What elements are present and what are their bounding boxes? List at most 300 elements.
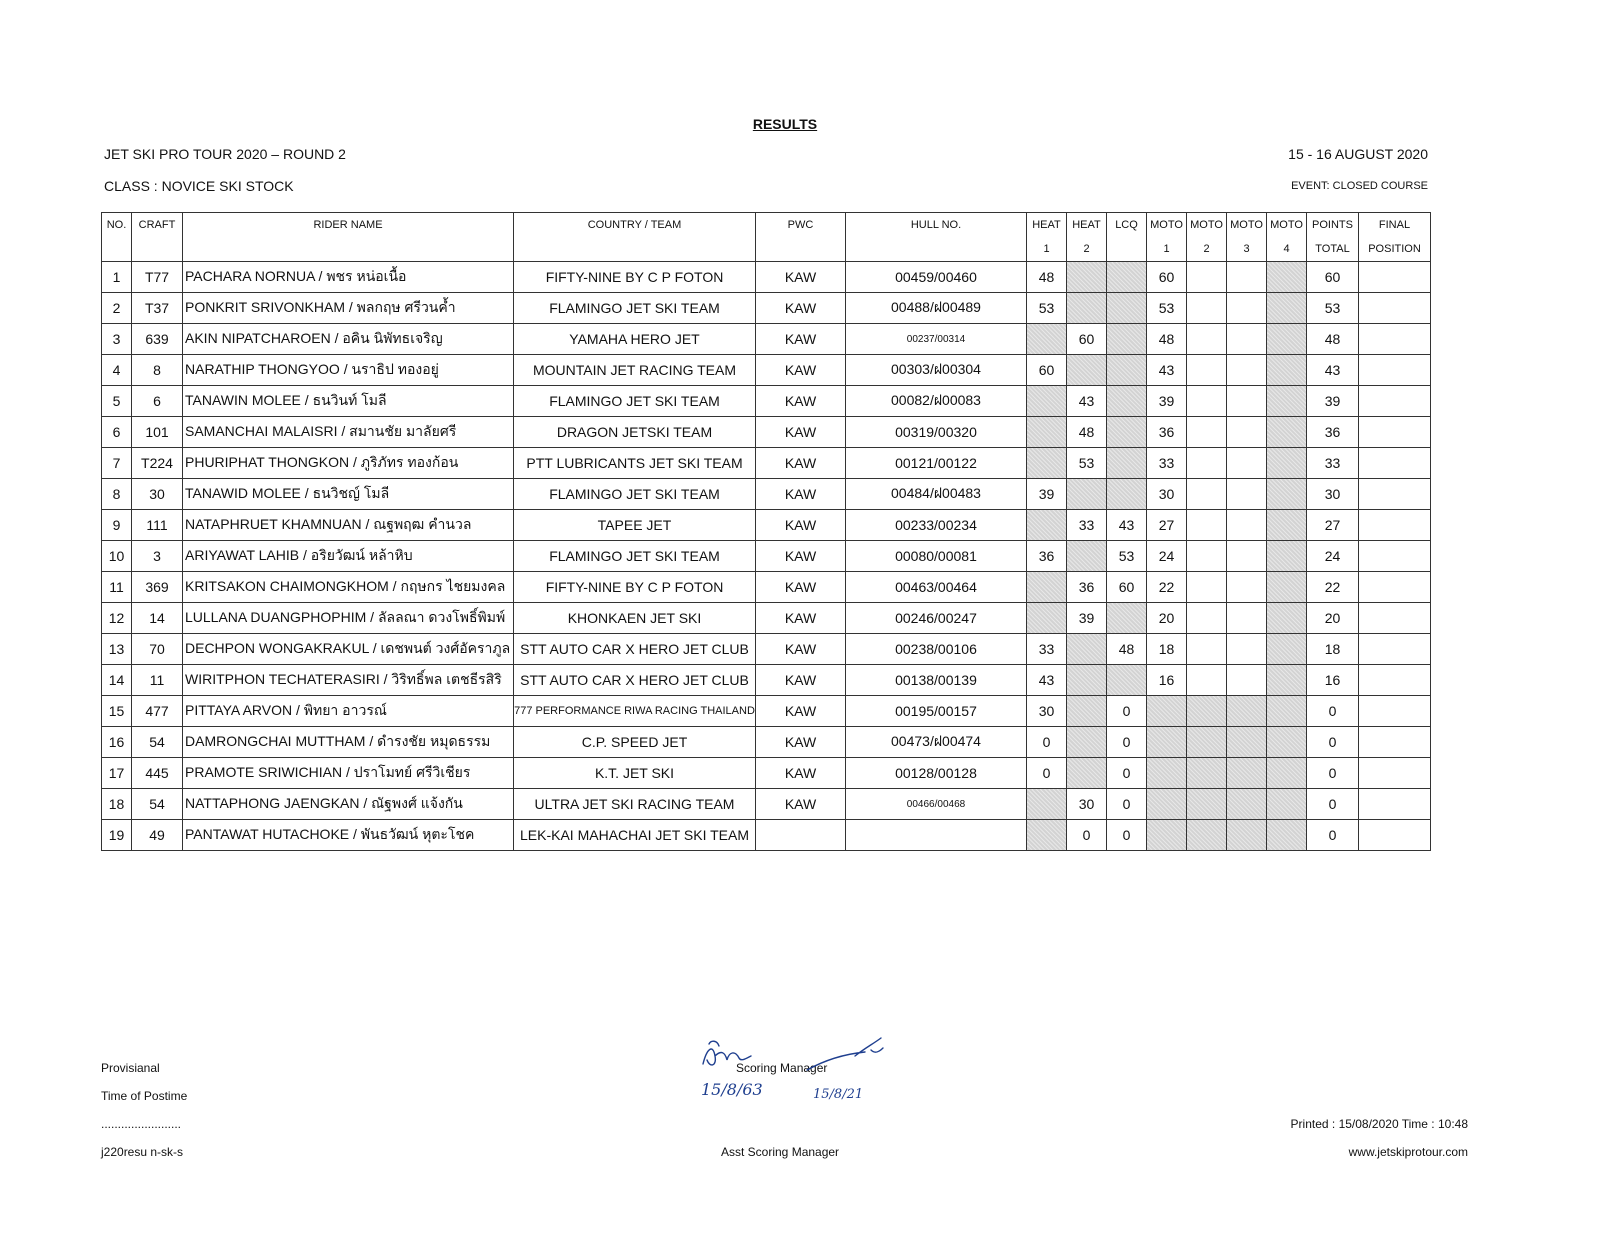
col-lcq-header: LCQ	[1107, 213, 1147, 238]
cell-craft: 445	[132, 758, 183, 789]
cell-rider: TANAWIN MOLEE / ธนวินท์ โมลี	[183, 386, 514, 417]
col-pwc-subheader	[756, 237, 846, 262]
cell-moto1: 24	[1147, 541, 1187, 572]
cell-team: FLAMINGO JET SKI TEAM	[514, 293, 756, 324]
cell-craft: T224	[132, 448, 183, 479]
cell-total: 60	[1307, 262, 1359, 293]
cell-final	[1359, 324, 1431, 355]
cell-moto3	[1227, 696, 1267, 727]
cell-final	[1359, 634, 1431, 665]
col-points-subheader: TOTAL	[1307, 237, 1359, 262]
cell-total: 33	[1307, 448, 1359, 479]
cell-craft: 54	[132, 727, 183, 758]
cell-moto1: 60	[1147, 262, 1187, 293]
col-heat2-header: HEAT	[1067, 213, 1107, 238]
cell-rider: LULLANA DUANGPHOPHIM / ลัลลณา ดวงโพธิ์พิมพ์	[183, 603, 514, 634]
results-body	[102, 262, 1431, 851]
cell-final	[1359, 696, 1431, 727]
table-row	[102, 820, 1431, 851]
cell-hull: 00195/00157	[846, 696, 1027, 727]
event-date: 15 - 16 AUGUST 2020	[1288, 146, 1428, 162]
cell-rider: PONKRIT SRIVONKHAM / พลกฤษ ศรีวนค้ำ	[183, 293, 514, 324]
cell-moto4	[1267, 789, 1307, 820]
cell-moto2	[1187, 820, 1227, 851]
table-row	[102, 603, 1431, 634]
cell-rider: WIRITPHON TECHATERASIRI / วิริทธิ์พล เตชธีรสิริ	[183, 665, 514, 696]
cell-total: 39	[1307, 386, 1359, 417]
cell-lcq	[1107, 293, 1147, 324]
cell-moto2	[1187, 479, 1227, 510]
cell-final	[1359, 479, 1431, 510]
cell-moto3	[1227, 665, 1267, 696]
table-row	[102, 634, 1431, 665]
col-heat1-subheader: 1	[1027, 237, 1067, 262]
cell-total: 53	[1307, 293, 1359, 324]
cell-team: C.P. SPEED JET	[514, 727, 756, 758]
event-type: EVENT: CLOSED COURSE	[1291, 180, 1428, 192]
cell-team: TAPEE JET	[514, 510, 756, 541]
table-row	[102, 324, 1431, 355]
cell-moto3	[1227, 448, 1267, 479]
cell-rider: PITTAYA ARVON / พิทยา อาวรณ์	[183, 696, 514, 727]
cell-moto3	[1227, 324, 1267, 355]
col-moto2-subheader: 2	[1187, 237, 1227, 262]
cell-heat1	[1027, 386, 1067, 417]
cell-craft: 3	[132, 541, 183, 572]
cell-final	[1359, 386, 1431, 417]
col-moto1-header: MOTO	[1147, 213, 1187, 238]
cell-no: 11	[102, 572, 132, 603]
cell-moto3	[1227, 293, 1267, 324]
cell-heat2: 30	[1067, 789, 1107, 820]
table-row	[102, 696, 1431, 727]
cell-pwc: KAW	[756, 510, 846, 541]
cell-final	[1359, 665, 1431, 696]
cell-heat2	[1067, 293, 1107, 324]
cell-pwc: KAW	[756, 355, 846, 386]
cell-moto4	[1267, 665, 1307, 696]
cell-team: YAMAHA HERO JET	[514, 324, 756, 355]
table-row	[102, 510, 1431, 541]
cell-total: 0	[1307, 758, 1359, 789]
cell-final	[1359, 293, 1431, 324]
cell-hull: 00463/00464	[846, 572, 1027, 603]
col-pwc-header: PWC	[756, 213, 846, 238]
class-name: CLASS : NOVICE SKI STOCK	[104, 178, 294, 194]
cell-moto1	[1147, 727, 1187, 758]
cell-hull: 00488/ฝ00489	[846, 293, 1027, 324]
cell-lcq: 43	[1107, 510, 1147, 541]
cell-no: 18	[102, 789, 132, 820]
cell-moto3	[1227, 510, 1267, 541]
cell-team: DRAGON JETSKI TEAM	[514, 417, 756, 448]
cell-moto4	[1267, 758, 1307, 789]
cell-pwc: KAW	[756, 665, 846, 696]
col-moto3-header: MOTO	[1227, 213, 1267, 238]
cell-heat1: 39	[1027, 479, 1067, 510]
cell-rider: DECHPON WONGAKRAKUL / เดชพนต์ วงศ์อัคราภูล	[183, 634, 514, 665]
cell-lcq: 48	[1107, 634, 1147, 665]
cell-moto1: 22	[1147, 572, 1187, 603]
cell-final	[1359, 417, 1431, 448]
cell-team: STT AUTO CAR X HERO JET CLUB	[514, 634, 756, 665]
cell-no: 17	[102, 758, 132, 789]
cell-heat1: 36	[1027, 541, 1067, 572]
col-moto2-header: MOTO	[1187, 213, 1227, 238]
cell-pwc: KAW	[756, 758, 846, 789]
cell-rider: TANAWID MOLEE / ธนวิชญ์ โมลี	[183, 479, 514, 510]
cell-moto2	[1187, 262, 1227, 293]
cell-moto4	[1267, 355, 1307, 386]
cell-moto4	[1267, 386, 1307, 417]
cell-moto4	[1267, 634, 1307, 665]
col-team-subheader	[514, 237, 756, 262]
cell-no: 13	[102, 634, 132, 665]
cell-moto2	[1187, 789, 1227, 820]
cell-moto1: 53	[1147, 293, 1187, 324]
page-title: RESULTS	[752, 116, 818, 132]
col-rider-header: RIDER NAME	[183, 213, 514, 238]
cell-total: 0	[1307, 820, 1359, 851]
cell-pwc: KAW	[756, 479, 846, 510]
cell-moto1	[1147, 789, 1187, 820]
col-hull-header: HULL NO.	[846, 213, 1027, 238]
cell-moto2	[1187, 634, 1227, 665]
cell-heat2: 36	[1067, 572, 1107, 603]
cell-total: 20	[1307, 603, 1359, 634]
cell-moto4	[1267, 479, 1307, 510]
cell-heat1	[1027, 572, 1067, 603]
cell-craft: 369	[132, 572, 183, 603]
cell-team: KHONKAEN JET SKI	[514, 603, 756, 634]
cell-moto1: 36	[1147, 417, 1187, 448]
cell-moto2	[1187, 665, 1227, 696]
cell-moto2	[1187, 696, 1227, 727]
col-no-header: NO.	[102, 213, 132, 238]
table-row	[102, 355, 1431, 386]
col-points-header: POINTS	[1307, 213, 1359, 238]
cell-no: 10	[102, 541, 132, 572]
col-hull-subheader	[846, 237, 1027, 262]
table-row	[102, 262, 1431, 293]
cell-moto3	[1227, 541, 1267, 572]
cell-hull: 00319/00320	[846, 417, 1027, 448]
cell-moto4	[1267, 541, 1307, 572]
cell-heat1: 0	[1027, 727, 1067, 758]
cell-team: FIFTY-NINE BY C P FOTON	[514, 572, 756, 603]
cell-moto2	[1187, 541, 1227, 572]
cell-total: 43	[1307, 355, 1359, 386]
cell-craft: 70	[132, 634, 183, 665]
cell-pwc: KAW	[756, 789, 846, 820]
cell-craft: 6	[132, 386, 183, 417]
col-no-subheader	[102, 237, 132, 262]
cell-team: MOUNTAIN JET RACING TEAM	[514, 355, 756, 386]
table-row	[102, 541, 1431, 572]
signature-date-2: 15/8/21	[813, 1087, 864, 1102]
cell-heat2: 48	[1067, 417, 1107, 448]
col-moto3-subheader: 3	[1227, 237, 1267, 262]
cell-team: FIFTY-NINE BY C P FOTON	[514, 262, 756, 293]
table-row	[102, 572, 1431, 603]
col-heat1-header: HEAT	[1027, 213, 1067, 238]
cell-lcq: 0	[1107, 727, 1147, 758]
col-moto4-header: MOTO	[1267, 213, 1307, 238]
cell-lcq: 60	[1107, 572, 1147, 603]
cell-heat2	[1067, 665, 1107, 696]
cell-rider: NATTAPHONG JAENGKAN / ณัฐพงศ์ แจ้งกัน	[183, 789, 514, 820]
cell-team: PTT LUBRICANTS JET SKI TEAM	[514, 448, 756, 479]
cell-hull: 00459/00460	[846, 262, 1027, 293]
cell-craft: 14	[132, 603, 183, 634]
cell-rider: PRAMOTE SRIWICHIAN / ปราโมทย์ ศรีวิเชียร	[183, 758, 514, 789]
cell-pwc: KAW	[756, 603, 846, 634]
cell-pwc	[756, 820, 846, 851]
cell-hull: 00233/00234	[846, 510, 1027, 541]
cell-moto2	[1187, 355, 1227, 386]
cell-hull: 00238/00106	[846, 634, 1027, 665]
table-row	[102, 386, 1431, 417]
cell-moto3	[1227, 789, 1267, 820]
col-craft-header: CRAFT	[132, 213, 183, 238]
cell-lcq	[1107, 448, 1147, 479]
table-row	[102, 479, 1431, 510]
cell-moto2	[1187, 727, 1227, 758]
cell-rider: PACHARA NORNUA / พชร หน่อเนื้อ	[183, 262, 514, 293]
cell-heat1	[1027, 789, 1067, 820]
cell-heat2: 60	[1067, 324, 1107, 355]
cell-moto1: 33	[1147, 448, 1187, 479]
cell-no: 1	[102, 262, 132, 293]
cell-rider: AKIN NIPATCHAROEN / อคิน นิพัทธเจริญ	[183, 324, 514, 355]
cell-moto3	[1227, 417, 1267, 448]
cell-heat2	[1067, 727, 1107, 758]
cell-hull: 00082/ฝ00083	[846, 386, 1027, 417]
cell-hull: 00128/00128	[846, 758, 1027, 789]
cell-no: 7	[102, 448, 132, 479]
cell-craft: T37	[132, 293, 183, 324]
cell-hull: 00484/ฝ00483	[846, 479, 1027, 510]
cell-no: 16	[102, 727, 132, 758]
cell-moto4	[1267, 324, 1307, 355]
cell-rider: DAMRONGCHAI MUTTHAM / ดำรงชัย หมุดธรรม	[183, 727, 514, 758]
cell-lcq	[1107, 386, 1147, 417]
cell-moto3	[1227, 386, 1267, 417]
cell-pwc: KAW	[756, 572, 846, 603]
cell-no: 5	[102, 386, 132, 417]
table-row	[102, 665, 1431, 696]
cell-total: 48	[1307, 324, 1359, 355]
cell-heat1: 33	[1027, 634, 1067, 665]
cell-craft: 49	[132, 820, 183, 851]
cell-no: 12	[102, 603, 132, 634]
cell-pwc: KAW	[756, 696, 846, 727]
cell-hull: 00473/ฝ00474	[846, 727, 1027, 758]
cell-pwc: KAW	[756, 727, 846, 758]
cell-rider: NATAPHRUET KHAMNUAN / ณฐพฤฒ คำนวล	[183, 510, 514, 541]
cell-heat1: 43	[1027, 665, 1067, 696]
cell-hull	[846, 820, 1027, 851]
cell-moto1	[1147, 820, 1187, 851]
cell-craft: 477	[132, 696, 183, 727]
table-row	[102, 293, 1431, 324]
cell-lcq	[1107, 479, 1147, 510]
cell-heat1	[1027, 324, 1067, 355]
col-lcq-subheader	[1107, 237, 1147, 262]
cell-pwc: KAW	[756, 541, 846, 572]
cell-final	[1359, 820, 1431, 851]
cell-no: 19	[102, 820, 132, 851]
cell-no: 14	[102, 665, 132, 696]
time-of-posting-label: Time of Postime	[101, 1089, 188, 1103]
cell-lcq	[1107, 355, 1147, 386]
cell-moto1: 20	[1147, 603, 1187, 634]
cell-heat1	[1027, 510, 1067, 541]
col-moto1-subheader: 1	[1147, 237, 1187, 262]
cell-final	[1359, 603, 1431, 634]
cell-moto1: 30	[1147, 479, 1187, 510]
cell-craft: T77	[132, 262, 183, 293]
cell-heat1: 0	[1027, 758, 1067, 789]
cell-craft: 30	[132, 479, 183, 510]
cell-final	[1359, 727, 1431, 758]
cell-heat2: 43	[1067, 386, 1107, 417]
cell-final	[1359, 510, 1431, 541]
cell-total: 18	[1307, 634, 1359, 665]
cell-craft: 111	[132, 510, 183, 541]
cell-moto3	[1227, 262, 1267, 293]
cell-moto4	[1267, 727, 1307, 758]
cell-moto3	[1227, 355, 1267, 386]
cell-final	[1359, 262, 1431, 293]
cell-moto1: 16	[1147, 665, 1187, 696]
cell-moto2	[1187, 448, 1227, 479]
col-team-header: COUNTRY / TEAM	[514, 213, 756, 238]
cell-no: 3	[102, 324, 132, 355]
cell-moto4	[1267, 417, 1307, 448]
cell-pwc: KAW	[756, 262, 846, 293]
cell-moto3	[1227, 758, 1267, 789]
cell-heat1	[1027, 417, 1067, 448]
event-name: JET SKI PRO TOUR 2020 – ROUND 2	[104, 146, 346, 162]
cell-moto1: 27	[1147, 510, 1187, 541]
cell-moto2	[1187, 572, 1227, 603]
cell-heat2: 53	[1067, 448, 1107, 479]
cell-team: 777 PERFORMANCE RIWA RACING THAILAND	[514, 696, 756, 727]
cell-heat2	[1067, 355, 1107, 386]
cell-heat2	[1067, 696, 1107, 727]
col-final-subheader: POSITION	[1359, 237, 1431, 262]
cell-total: 24	[1307, 541, 1359, 572]
cell-heat2	[1067, 758, 1107, 789]
cell-craft: 101	[132, 417, 183, 448]
cell-lcq	[1107, 417, 1147, 448]
cell-no: 15	[102, 696, 132, 727]
cell-hull: 00080/00081	[846, 541, 1027, 572]
cell-moto2	[1187, 417, 1227, 448]
cell-hull: 00237/00314	[846, 324, 1027, 355]
cell-heat1: 60	[1027, 355, 1067, 386]
cell-team: FLAMINGO JET SKI TEAM	[514, 541, 756, 572]
cell-rider: PHURIPHAT THONGKON / ภูริภัทร ทองก้อน	[183, 448, 514, 479]
cell-heat2: 33	[1067, 510, 1107, 541]
cell-heat1	[1027, 820, 1067, 851]
cell-lcq: 0	[1107, 696, 1147, 727]
cell-lcq	[1107, 324, 1147, 355]
cell-final	[1359, 572, 1431, 603]
cell-moto3	[1227, 572, 1267, 603]
cell-team: FLAMINGO JET SKI TEAM	[514, 386, 756, 417]
cell-final	[1359, 789, 1431, 820]
cell-heat2	[1067, 479, 1107, 510]
cell-final	[1359, 541, 1431, 572]
table-row	[102, 448, 1431, 479]
cell-moto4	[1267, 262, 1307, 293]
cell-lcq: 53	[1107, 541, 1147, 572]
cell-lcq: 0	[1107, 820, 1147, 851]
handwritten-signature	[695, 1030, 890, 1105]
cell-moto2	[1187, 386, 1227, 417]
cell-craft: 54	[132, 789, 183, 820]
cell-moto4	[1267, 572, 1307, 603]
cell-rider: KRITSAKON CHAIMONGKHOM / กฤษกร ไชยมงคล	[183, 572, 514, 603]
cell-no: 2	[102, 293, 132, 324]
cell-moto4	[1267, 696, 1307, 727]
cell-heat2: 39	[1067, 603, 1107, 634]
cell-moto3	[1227, 727, 1267, 758]
document-code: j220resu n-sk-s	[101, 1145, 184, 1159]
cell-moto2	[1187, 603, 1227, 634]
cell-hull: 00303/ฝ00304	[846, 355, 1027, 386]
table-row	[102, 417, 1431, 448]
posting-time-blank: ........................	[101, 1117, 182, 1131]
cell-heat2: 0	[1067, 820, 1107, 851]
cell-rider: NARATHIP THONGYOO / นราธิป ทองอยู่	[183, 355, 514, 386]
cell-moto2	[1187, 758, 1227, 789]
cell-no: 8	[102, 479, 132, 510]
cell-total: 36	[1307, 417, 1359, 448]
col-moto4-subheader: 4	[1267, 237, 1307, 262]
cell-moto3	[1227, 603, 1267, 634]
cell-craft: 8	[132, 355, 183, 386]
cell-final	[1359, 758, 1431, 789]
cell-total: 16	[1307, 665, 1359, 696]
cell-lcq	[1107, 262, 1147, 293]
website-url: www.jetskiprotour.com	[1348, 1145, 1468, 1159]
col-craft-subheader	[132, 237, 183, 262]
cell-team: STT AUTO CAR X HERO JET CLUB	[514, 665, 756, 696]
cell-heat1: 53	[1027, 293, 1067, 324]
cell-moto2	[1187, 324, 1227, 355]
table-row	[102, 727, 1431, 758]
cell-moto4	[1267, 510, 1307, 541]
scoring-manager-label: Scoring Manager	[736, 1061, 828, 1075]
cell-no: 9	[102, 510, 132, 541]
cell-moto4	[1267, 293, 1307, 324]
cell-lcq	[1107, 603, 1147, 634]
cell-hull: 00466/00468	[846, 789, 1027, 820]
cell-moto1: 18	[1147, 634, 1187, 665]
cell-lcq: 0	[1107, 758, 1147, 789]
col-rider-subheader	[183, 237, 514, 262]
cell-moto1: 48	[1147, 324, 1187, 355]
cell-total: 0	[1307, 727, 1359, 758]
cell-pwc: KAW	[756, 386, 846, 417]
cell-rider: PANTAWAT HUTACHOKE / พันธวัฒน์ หุตะโชค	[183, 820, 514, 851]
cell-heat1	[1027, 448, 1067, 479]
cell-team: K.T. JET SKI	[514, 758, 756, 789]
cell-team: LEK-KAI MAHACHAI JET SKI TEAM	[514, 820, 756, 851]
